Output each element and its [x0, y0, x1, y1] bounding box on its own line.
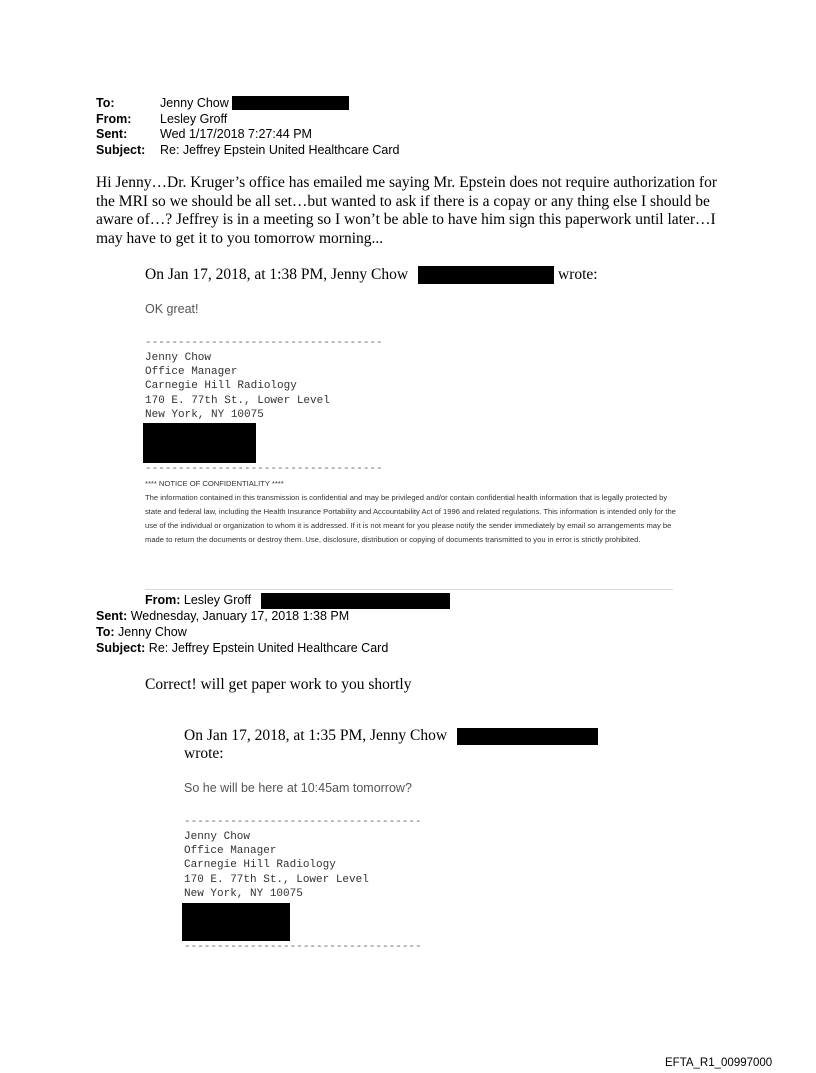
- redaction-box: [232, 96, 349, 110]
- redaction-box: [261, 593, 450, 609]
- divider-line: [145, 589, 673, 590]
- forward-to-row: [96, 625, 187, 641]
- quote2-intro: On Jan 17, 2018, at 1:35 PM, Jenny Chow: [184, 727, 448, 744]
- forward-subject-value: Re: Jeffrey Epstein United Healthcare Card: [148, 641, 389, 655]
- quote1-message: OK great!: [145, 302, 199, 316]
- header-sent-row: [96, 127, 312, 143]
- quote2-signature-city: New York, NY 10075: [184, 887, 303, 900]
- forward-to-value: Jenny Chow: [118, 625, 187, 639]
- quote1-signature-city: New York, NY 10075: [145, 408, 264, 421]
- forward-from-label: From:: [145, 593, 181, 607]
- reply-text: Correct! will get paper work to you shortly: [145, 676, 412, 693]
- redaction-box: [418, 266, 554, 284]
- redaction-box: [457, 728, 598, 745]
- forward-from-value: Lesley Groff: [183, 593, 252, 607]
- subject-value: Re: Jeffrey Epstein United Healthcare Card: [160, 142, 400, 157]
- header-to-row: [96, 96, 229, 112]
- quote2-signature-name: Jenny Chow: [184, 831, 251, 843]
- quote2-signature-address: 170 E. 77th St., Lower Level: [184, 873, 369, 886]
- redaction-box: [182, 903, 290, 941]
- sent-value: Wed 1/17/2018 7:27:44 PM: [160, 127, 312, 141]
- redaction-box: [143, 423, 256, 463]
- forward-subject-label: Subject:: [96, 641, 146, 655]
- confidentiality-notice-title: **** NOTICE OF CONFIDENTIALITY ****: [145, 479, 284, 488]
- quote2-divider2: ------------------------------------: [184, 941, 422, 953]
- quote2-signature-company: Carnegie Hill Radiology: [184, 859, 336, 872]
- to-label: To:: [96, 96, 115, 110]
- confidentiality-notice-body: The information contained in this transmission is confidential and may be privileged and/or contain confidential health information that is legally protected by state and federal law, including the Health Insurance Portability and Accountability Act of 1996 and related regulations. This information is intended only for the use of the individual or organization to whom it is addressed. If it is not meant for you please notify the sender immediately by email so arrangements may be made to return the documents or destroy them. Use, disclosure, distribution or copying of documents transmitted to you in error is strictly prohibited.: [145, 493, 676, 544]
- quote2-message: So he will be here at 10:45am tomorrow?: [184, 781, 412, 795]
- forward-sent-value: Wednesday, January 17, 2018 1:38 PM: [130, 609, 350, 623]
- forward-to-label: To:: [96, 625, 115, 639]
- email-body-text: Hi Jenny…Dr. Kruger’s office has emailed me saying Mr. Epstein does not require authorization for the MRI so we should be all set…but wanted to ask if there is a copay or any thing else I should be aware of…? Jeffrey is in a meeting so I won’t be able to have him sign this paperwork until later…I may have to get it to you tomorrow morning...: [96, 174, 717, 247]
- quote1-divider: ------------------------------------: [145, 337, 383, 349]
- quote1-intro: On Jan 17, 2018, at 1:38 PM, Jenny Chow: [145, 266, 409, 283]
- to-value: Jenny Chow: [160, 96, 229, 110]
- forward-sent-label: Sent:: [96, 609, 128, 623]
- quote1-wrote: wrote:: [558, 266, 598, 283]
- header-from-row: [96, 112, 227, 128]
- sent-label: Sent:: [96, 127, 128, 141]
- quote1-signature-name: Jenny Chow: [145, 352, 212, 364]
- subject-label: Subject:: [96, 142, 146, 157]
- quote1-divider2: ------------------------------------: [145, 463, 383, 475]
- forward-from-row: [145, 593, 251, 609]
- header-subject-row: [96, 143, 399, 159]
- from-value: Lesley Groff: [160, 111, 228, 126]
- from-label: From:: [96, 111, 132, 126]
- quote1-signature-company: Carnegie Hill Radiology: [145, 380, 297, 393]
- forward-sent-row: [96, 609, 349, 625]
- quote1-signature-address: 170 E. 77th St., Lower Level: [145, 394, 330, 407]
- document-id-footer: EFTA_R1_00997000: [665, 1057, 773, 1069]
- quote1-signature-title: Office Manager: [145, 366, 238, 379]
- forward-subject-row: [96, 641, 388, 657]
- quote2-signature-title: Office Manager: [184, 845, 277, 858]
- quote2-wrote: wrote:: [184, 745, 224, 762]
- quote2-divider: ------------------------------------: [184, 816, 422, 828]
